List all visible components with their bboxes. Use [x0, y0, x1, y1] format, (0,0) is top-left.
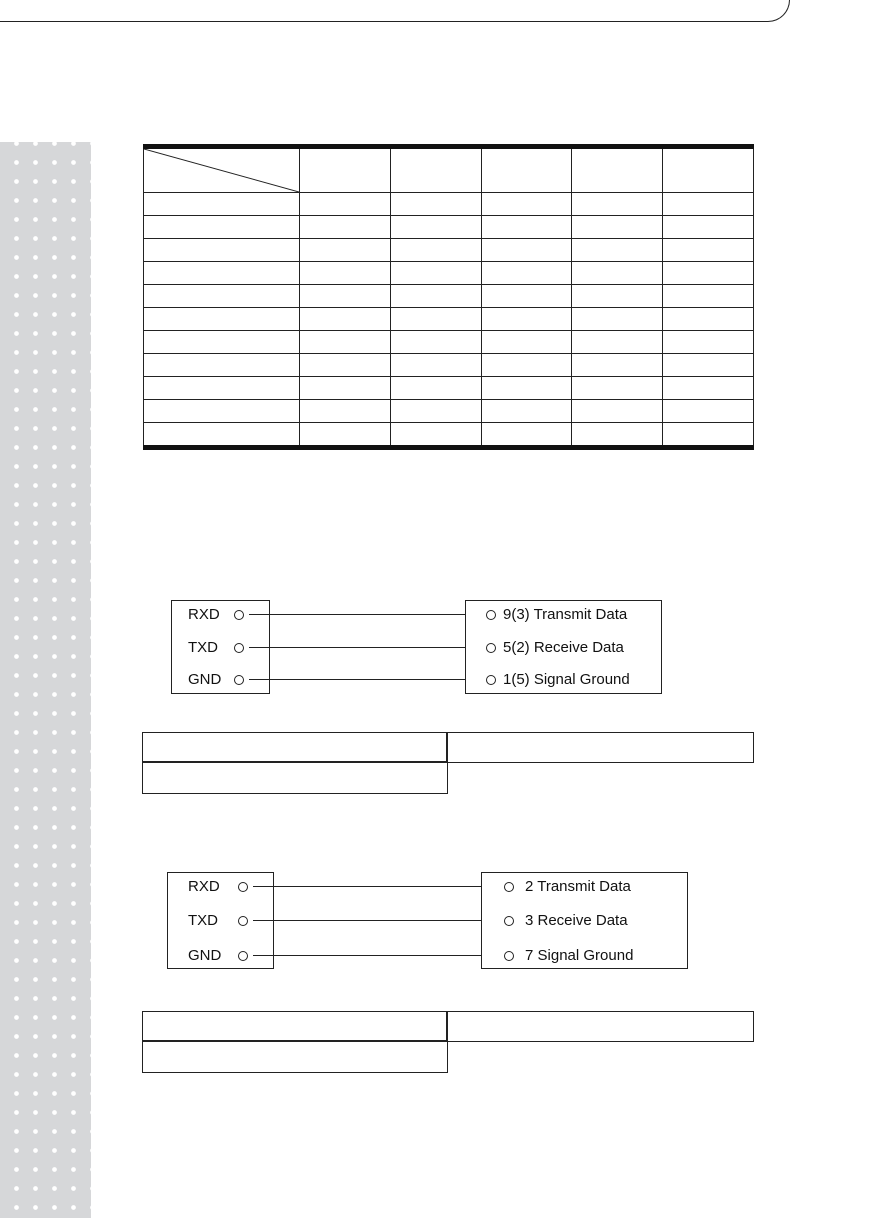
pin-circle-icon	[504, 951, 514, 961]
table-cell	[144, 216, 300, 239]
pin-label: GND	[188, 947, 222, 964]
table-cell	[144, 331, 300, 354]
table-cell	[572, 308, 663, 331]
table-cell	[144, 377, 300, 400]
table-cell	[300, 354, 391, 377]
table-cell	[663, 331, 754, 354]
table-cell	[481, 239, 572, 262]
pin-txd	[188, 639, 244, 657]
pin-receive-data	[504, 912, 628, 930]
pin-circle-icon	[238, 951, 248, 961]
table-cell	[481, 423, 572, 448]
pin-label: 1(5) Signal Ground	[503, 671, 630, 688]
table-row	[144, 331, 754, 354]
pin-label: 9(3) Transmit Data	[503, 606, 628, 623]
table-cell	[300, 239, 391, 262]
table-row	[144, 377, 754, 400]
wire-line	[249, 647, 465, 648]
table-row	[144, 262, 754, 285]
table-cell	[572, 331, 663, 354]
pin-circle-icon	[504, 916, 514, 926]
pin-label: 2 Transmit Data	[525, 878, 631, 895]
wire-line	[249, 679, 465, 680]
header-cell	[481, 147, 572, 193]
note-cell	[142, 1011, 448, 1042]
pin-label: TXD	[188, 912, 218, 929]
pin-rxd	[188, 878, 248, 896]
table-cell	[481, 377, 572, 400]
table-row	[144, 400, 754, 423]
table-cell	[572, 285, 663, 308]
table-cell	[481, 193, 572, 216]
table-cell	[663, 308, 754, 331]
pin-transmit-data	[504, 878, 631, 896]
header-cell	[572, 147, 663, 193]
wire-line	[253, 955, 481, 956]
table-cell	[300, 331, 391, 354]
connector-pin-box-2	[481, 872, 688, 969]
pin-transmit-data	[486, 606, 627, 624]
table-cell	[663, 285, 754, 308]
connector-pin-box-1	[465, 600, 662, 694]
note-cell	[142, 732, 448, 763]
table-cell	[481, 308, 572, 331]
pin-circle-icon	[234, 675, 244, 685]
table-cell	[481, 216, 572, 239]
pin-circle-icon	[486, 610, 496, 620]
table-cell	[300, 193, 391, 216]
pin-circle-icon	[238, 882, 248, 892]
header-cell	[300, 147, 391, 193]
table-cell	[663, 216, 754, 239]
pin-signal-ground	[504, 947, 633, 965]
pin-label: GND	[188, 671, 222, 688]
table-cell	[144, 400, 300, 423]
table-cell	[481, 262, 572, 285]
table-cell	[663, 239, 754, 262]
note-table-2	[142, 1011, 754, 1073]
table-cell	[300, 262, 391, 285]
table-cell	[481, 354, 572, 377]
table-cell	[390, 308, 481, 331]
table-cell	[572, 423, 663, 448]
wire-line	[249, 614, 465, 615]
page-header-rule	[0, 0, 790, 22]
table-cell	[300, 400, 391, 423]
pin-label: RXD	[188, 606, 220, 623]
pin-circle-icon	[238, 916, 248, 926]
wire-line	[253, 886, 481, 887]
table-cell	[572, 354, 663, 377]
table-cell	[572, 239, 663, 262]
table-cell	[144, 262, 300, 285]
table-cell	[300, 377, 391, 400]
table-row	[144, 354, 754, 377]
table-cell	[300, 285, 391, 308]
pin-label: 5(2) Receive Data	[503, 639, 624, 656]
pin-circle-icon	[234, 643, 244, 653]
table-row	[144, 285, 754, 308]
table-cell	[572, 400, 663, 423]
table-cell	[390, 331, 481, 354]
pin-signal-ground	[486, 671, 630, 689]
table-cell	[144, 285, 300, 308]
note-cell	[446, 732, 754, 763]
table-cell	[390, 423, 481, 448]
table-row	[144, 423, 754, 448]
table-cell	[300, 423, 391, 448]
table-cell	[481, 400, 572, 423]
pin-rxd	[188, 606, 244, 624]
table-cell	[300, 216, 391, 239]
header-cell	[663, 147, 754, 193]
table-cell	[572, 262, 663, 285]
pin-gnd	[188, 947, 248, 965]
table-cell	[390, 377, 481, 400]
pin-receive-data	[486, 639, 624, 657]
table-cell	[144, 423, 300, 448]
table-cell	[663, 193, 754, 216]
dotted-side-strip	[0, 142, 91, 1218]
pin-gnd	[188, 671, 244, 689]
table-row	[144, 239, 754, 262]
table-row	[144, 193, 754, 216]
pin-label: 3 Receive Data	[525, 912, 628, 929]
note-cell	[142, 761, 448, 794]
note-cell	[446, 1011, 754, 1042]
table-cell	[663, 423, 754, 448]
table-cell	[663, 377, 754, 400]
table-cell	[481, 285, 572, 308]
table-cell	[390, 285, 481, 308]
table-cell	[663, 262, 754, 285]
table-cell	[663, 354, 754, 377]
pin-label: RXD	[188, 878, 220, 895]
pin-circle-icon	[486, 643, 496, 653]
table-cell	[144, 308, 300, 331]
wire-line	[253, 920, 481, 921]
pin-label: 7 Signal Ground	[525, 947, 634, 964]
table-cell	[390, 262, 481, 285]
spec-table	[143, 144, 754, 450]
header-cell	[390, 147, 481, 193]
table-cell	[144, 239, 300, 262]
pin-circle-icon	[234, 610, 244, 620]
pin-txd	[188, 912, 248, 930]
table-cell	[390, 193, 481, 216]
table-cell	[572, 216, 663, 239]
table-cell	[300, 308, 391, 331]
table-cell	[572, 377, 663, 400]
table-cell	[663, 400, 754, 423]
table-cell	[390, 354, 481, 377]
pin-label: TXD	[188, 639, 218, 656]
table-cell	[572, 193, 663, 216]
table-row	[144, 308, 754, 331]
note-table-1	[142, 732, 754, 794]
table-cell	[390, 216, 481, 239]
table-cell	[390, 239, 481, 262]
table-cell	[390, 400, 481, 423]
note-cell	[142, 1040, 448, 1073]
table-cell	[144, 354, 300, 377]
table-cell	[481, 331, 572, 354]
diagonal-header-cell	[144, 147, 300, 193]
table-row	[144, 216, 754, 239]
table-header-row	[144, 147, 754, 193]
pin-circle-icon	[504, 882, 514, 892]
table-cell	[144, 193, 300, 216]
pin-circle-icon	[486, 675, 496, 685]
